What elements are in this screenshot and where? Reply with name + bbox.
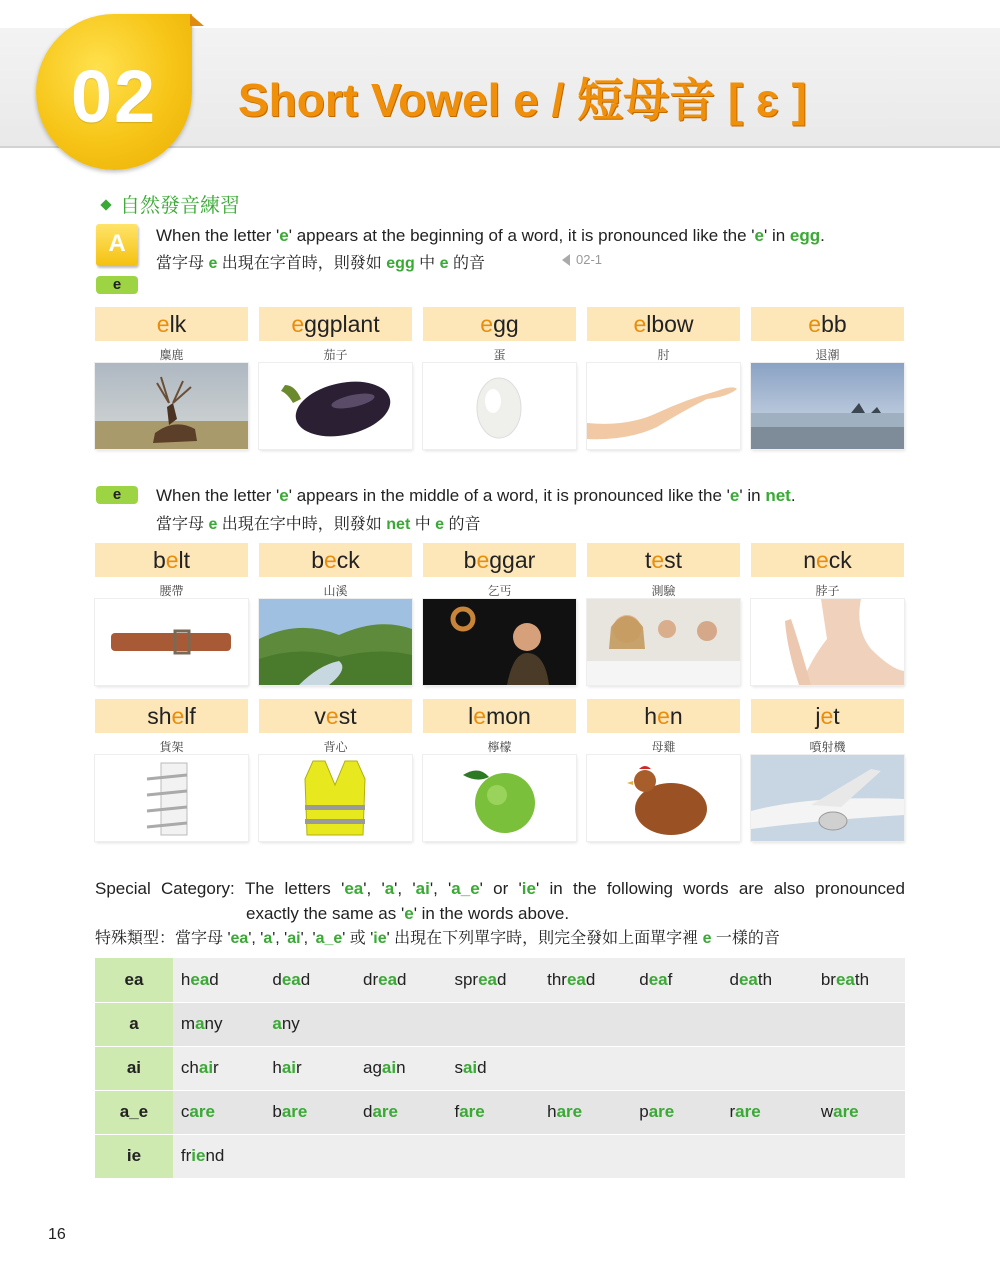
part-b-rule-zh: 當字母 e 出現在字中時，則發如 net 中 e 的音 <box>156 516 481 533</box>
table-word <box>722 1134 813 1178</box>
table-word: bare <box>264 1090 355 1134</box>
word-card-neck <box>751 543 904 685</box>
diamond-bullet-icon <box>100 199 111 210</box>
table-key: ie <box>95 1134 173 1178</box>
word-label: egg <box>423 307 576 341</box>
table-word: thread <box>539 958 631 1002</box>
table-row <box>95 1046 905 1090</box>
table-word <box>631 1046 721 1090</box>
table-word: rare <box>722 1090 813 1134</box>
table-word <box>355 1134 446 1178</box>
word-translation: 檸檬 <box>487 740 512 754</box>
table-word: head <box>173 958 264 1002</box>
table-word <box>539 1046 631 1090</box>
table-word <box>631 1134 721 1178</box>
table-word: friend <box>173 1134 264 1178</box>
word-card-ebb <box>751 307 904 449</box>
table-word: death <box>722 958 813 1002</box>
lemon-photo <box>423 755 576 841</box>
word-translation: 貨架 <box>159 740 184 754</box>
belt-photo <box>95 599 248 685</box>
part-b-tag: e <box>96 486 138 504</box>
test-photo <box>587 599 740 685</box>
table-word <box>446 1002 539 1046</box>
page-title: Short Vowel e / 短母音 [ ɛ ] <box>238 74 807 126</box>
word-translation: 茄子 <box>323 348 348 362</box>
word-translation: 腰帶 <box>159 584 184 598</box>
audio-track[interactable]: 02-1 <box>562 252 602 267</box>
special-category-zh: 特殊類型：當字母 'ea', 'a', 'ai', 'a_e' 或 'ie' 出現在下列單字時，則完全發如上面單字裡 e 一樣的音 <box>95 930 780 947</box>
table-word: hare <box>539 1090 631 1134</box>
word-translation: 退潮 <box>815 348 840 362</box>
table-word <box>813 1134 905 1178</box>
word-card-jet <box>751 699 904 841</box>
word-translation: 蛋 <box>493 348 506 362</box>
beck-photo <box>259 599 412 685</box>
word-label: belt <box>95 543 248 577</box>
chapter-number: 02 <box>70 55 158 138</box>
table-word <box>539 1002 631 1046</box>
table-word: fare <box>446 1090 539 1134</box>
table-word: chair <box>173 1046 264 1090</box>
part-a-rule-zh: 當字母 e 出現在字首時，則發如 egg 中 e 的音 <box>156 255 485 272</box>
word-card-elbow <box>587 307 740 449</box>
word-label: test <box>587 543 740 577</box>
table-key: ai <box>95 1046 173 1090</box>
table-word: any <box>264 1002 355 1046</box>
word-label: vest <box>259 699 412 733</box>
word-card-shelf <box>95 699 248 841</box>
word-label: jet <box>751 699 904 733</box>
word-card-vest <box>259 699 412 841</box>
table-word <box>264 1134 355 1178</box>
page-number: 16 <box>48 1226 66 1243</box>
word-card-hen <box>587 699 740 841</box>
word-label: lemon <box>423 699 576 733</box>
word-card-beggar <box>423 543 576 685</box>
vest-photo <box>259 755 412 841</box>
word-card-egg <box>423 307 576 449</box>
table-word: again <box>355 1046 446 1090</box>
table-word <box>446 1134 539 1178</box>
table-word: breath <box>813 958 905 1002</box>
section-heading <box>100 189 240 218</box>
table-word <box>813 1002 905 1046</box>
shelf-photo <box>95 755 248 841</box>
jet-photo <box>751 755 904 841</box>
word-label: beggar <box>423 543 576 577</box>
ebb-photo <box>751 363 904 449</box>
table-word: care <box>173 1090 264 1134</box>
word-translation: 母雞 <box>651 740 676 754</box>
table-word: ware <box>813 1090 905 1134</box>
word-card-beck <box>259 543 412 685</box>
table-word: dare <box>355 1090 446 1134</box>
word-translation: 山溪 <box>323 584 348 598</box>
table-word <box>722 1002 813 1046</box>
part-a-tag: e <box>96 276 138 294</box>
egg-photo <box>423 363 576 449</box>
table-word: pare <box>631 1090 721 1134</box>
table-row <box>95 1090 905 1134</box>
word-translation: 麋鹿 <box>159 348 184 362</box>
word-label: shelf <box>95 699 248 733</box>
speaker-icon <box>562 254 570 266</box>
word-translation: 測驗 <box>651 584 676 598</box>
badge-corner <box>190 14 204 26</box>
word-label: elk <box>95 307 248 341</box>
table-key: ea <box>95 958 173 1002</box>
table-word <box>539 1134 631 1178</box>
table-row <box>95 1002 905 1046</box>
table-word <box>631 1002 721 1046</box>
word-label: hen <box>587 699 740 733</box>
word-translation: 肘 <box>657 348 670 362</box>
word-card-test <box>587 543 740 685</box>
part-a-rule-en: When the letter 'e' appears at the beginning of a word, it is pronounced like the 'e' in egg. <box>156 226 825 245</box>
beggar-photo <box>423 599 576 685</box>
section-heading-text: 自然發音練習 <box>120 195 240 217</box>
vowel-table <box>95 958 905 1179</box>
word-card-belt <box>95 543 248 685</box>
word-translation: 脖子 <box>815 584 840 598</box>
special-line-2: exactly the same as 'e' in the words above. <box>246 904 570 923</box>
hen-photo <box>587 755 740 841</box>
word-translation: 噴射機 <box>809 740 846 754</box>
word-card-lemon <box>423 699 576 841</box>
part-a-badge: A <box>96 224 138 266</box>
table-word <box>355 1002 446 1046</box>
word-translation: 背心 <box>323 740 348 754</box>
table-word: spread <box>446 958 539 1002</box>
word-label: elbow <box>587 307 740 341</box>
table-word: deaf <box>631 958 721 1002</box>
table-key: a_e <box>95 1090 173 1134</box>
table-key: a <box>95 1002 173 1046</box>
word-card-eggplant <box>259 307 412 449</box>
elk-photo <box>95 363 248 449</box>
table-row <box>95 958 905 1002</box>
word-label: beck <box>259 543 412 577</box>
table-word <box>813 1046 905 1090</box>
neck-photo <box>751 599 904 685</box>
word-label: eggplant <box>259 307 412 341</box>
table-word: dead <box>264 958 355 1002</box>
part-b-rule-en: When the letter 'e' appears in the middle of a word, it is pronounced like the 'e' in net. <box>156 486 796 505</box>
table-word: many <box>173 1002 264 1046</box>
elbow-photo <box>587 363 740 449</box>
word-label: neck <box>751 543 904 577</box>
special-category-en <box>95 876 905 926</box>
table-word <box>722 1046 813 1090</box>
table-word: hair <box>264 1046 355 1090</box>
table-word: said <box>446 1046 539 1090</box>
table-row <box>95 1134 905 1178</box>
word-translation: 乞丐 <box>487 584 512 598</box>
table-word: dread <box>355 958 446 1002</box>
word-card-elk <box>95 307 248 449</box>
eggplant-photo <box>259 363 412 449</box>
special-line-1: Special Category: The letters 'ea', 'a', 'ai', 'a_e' or 'ie' in the following words are also pronounced <box>95 879 905 898</box>
word-label: ebb <box>751 307 904 341</box>
